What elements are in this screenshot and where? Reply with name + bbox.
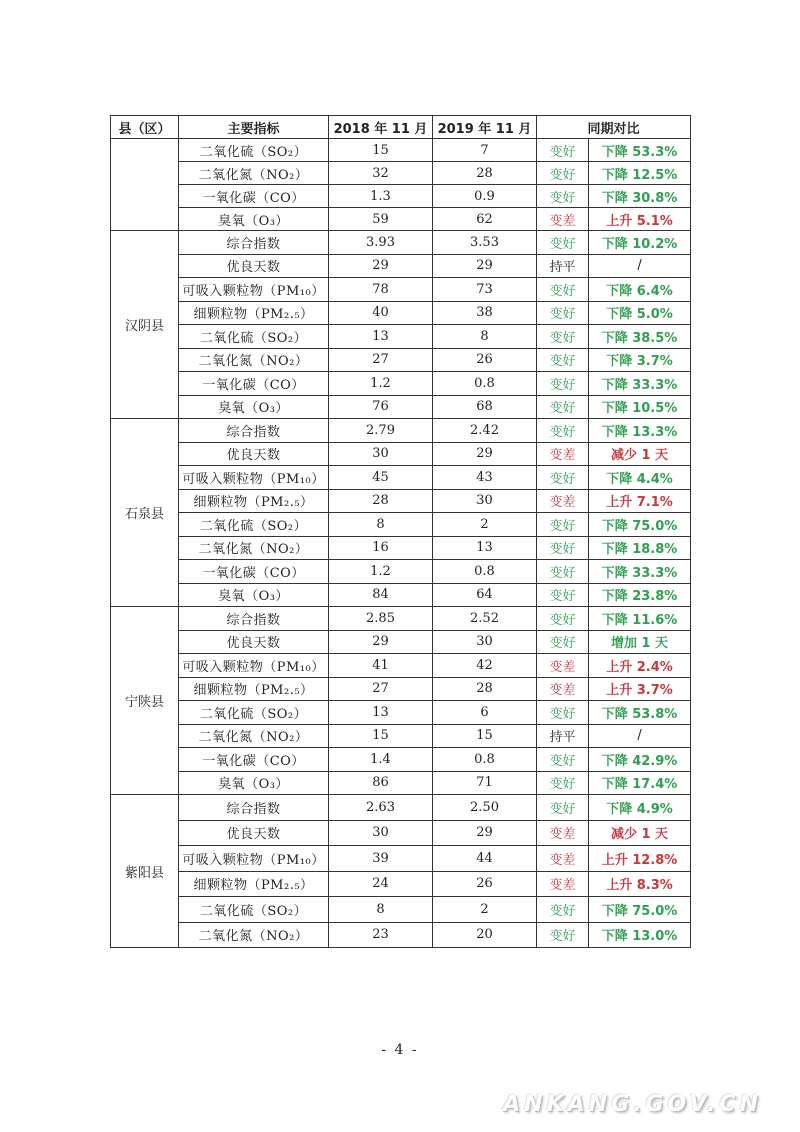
table-row (111, 513, 691, 537)
page-number: - 4 - (381, 1042, 419, 1058)
header-2019: 2019 年 11 月 (433, 116, 537, 139)
value-2018-cell: 15 (329, 724, 433, 748)
trend-cell: 持平 (537, 724, 589, 748)
indicator-cell: 一氧化碳（CO） (179, 372, 329, 396)
county-cell: 紫阳县 (111, 795, 179, 948)
value-2018-cell: 45 (329, 466, 433, 490)
value-2018-cell: 1.3 (329, 185, 433, 208)
indicator-cell: 可吸入颗粒物（PM₁₀） (179, 466, 329, 490)
indicator-cell: 一氧化碳（CO） (179, 560, 329, 584)
indicator-cell: 可吸入颗粒物（PM₁₀） (179, 846, 329, 872)
value-2019-cell: 20 (433, 922, 537, 948)
indicator-cell: 臭氧（O₃） (179, 395, 329, 419)
value-2018-cell: 27 (329, 348, 433, 372)
value-2019-cell: 43 (433, 466, 537, 490)
value-2018-cell: 2.63 (329, 795, 433, 821)
trend-cell: 变好 (537, 466, 589, 490)
value-2018-cell: 13 (329, 701, 433, 725)
trend-cell: 变好 (537, 162, 589, 185)
value-2019-cell: 30 (433, 630, 537, 654)
county-cell: 宁陕县 (111, 607, 179, 795)
trend-cell: 变差 (537, 442, 589, 466)
trend-cell: 变差 (537, 489, 589, 513)
table-row (111, 701, 691, 725)
table-row (111, 278, 691, 302)
value-2019-cell: 0.8 (433, 560, 537, 584)
trend-cell: 变好 (537, 795, 589, 821)
value-2019-cell: 28 (433, 162, 537, 185)
indicator-cell: 优良天数 (179, 442, 329, 466)
change-cell: 下降 10.2% (589, 231, 691, 255)
change-cell: 减少 1 天 (589, 442, 691, 466)
table-row (111, 560, 691, 584)
value-2019-cell: 26 (433, 871, 537, 897)
value-2018-cell: 23 (329, 922, 433, 948)
header-indicator: 主要指标 (179, 116, 329, 139)
table-row (111, 419, 691, 443)
table-row (111, 846, 691, 872)
trend-cell: 变好 (537, 231, 589, 255)
county-cell (111, 139, 179, 231)
change-cell: 下降 75.0% (589, 897, 691, 923)
value-2018-cell: 32 (329, 162, 433, 185)
value-2018-cell: 13 (329, 325, 433, 349)
value-2019-cell: 0.9 (433, 185, 537, 208)
indicator-cell: 细颗粒物（PM₂.₅） (179, 301, 329, 325)
trend-cell: 变好 (537, 536, 589, 560)
change-cell: 下降 38.5% (589, 325, 691, 349)
change-cell: 下降 18.8% (589, 536, 691, 560)
change-cell: 下降 5.0% (589, 301, 691, 325)
trend-cell: 变好 (537, 372, 589, 396)
value-2018-cell: 86 (329, 771, 433, 795)
table-row (111, 348, 691, 372)
change-cell: 下降 4.4% (589, 466, 691, 490)
value-2019-cell: 68 (433, 395, 537, 419)
value-2018-cell: 3.93 (329, 231, 433, 255)
trend-cell: 变好 (537, 348, 589, 372)
change-cell: 上升 7.1% (589, 489, 691, 513)
value-2018-cell: 2.85 (329, 607, 433, 631)
indicator-cell: 二氧化氮（NO₂） (179, 922, 329, 948)
indicator-cell: 可吸入颗粒物（PM₁₀） (179, 278, 329, 302)
value-2018-cell: 59 (329, 208, 433, 231)
trend-cell: 变好 (537, 560, 589, 584)
trend-cell: 变好 (537, 630, 589, 654)
table-row (111, 231, 691, 255)
value-2019-cell: 0.8 (433, 748, 537, 772)
change-cell: 下降 30.8% (589, 185, 691, 208)
indicator-cell: 细颗粒物（PM₂.₅） (179, 489, 329, 513)
value-2018-cell: 40 (329, 301, 433, 325)
change-cell: 下降 11.6% (589, 607, 691, 631)
table-row (111, 654, 691, 678)
value-2019-cell: 44 (433, 846, 537, 872)
value-2019-cell: 30 (433, 489, 537, 513)
trend-cell: 变好 (537, 278, 589, 302)
value-2019-cell: 2.42 (433, 419, 537, 443)
value-2019-cell: 42 (433, 654, 537, 678)
header-comparison: 同期对比 (537, 116, 691, 139)
watermark-logo: ANKANG.GOV.CN (503, 1092, 762, 1117)
indicator-cell: 二氧化氮（NO₂） (179, 162, 329, 185)
value-2018-cell: 28 (329, 489, 433, 513)
change-cell: 下降 75.0% (589, 513, 691, 537)
table-row (111, 301, 691, 325)
value-2019-cell: 29 (433, 442, 537, 466)
table-body (111, 139, 691, 948)
value-2018-cell: 76 (329, 395, 433, 419)
table-row (111, 630, 691, 654)
value-2018-cell: 24 (329, 871, 433, 897)
table-row (111, 208, 691, 231)
change-cell: 下降 53.8% (589, 701, 691, 725)
trend-cell: 变好 (537, 325, 589, 349)
value-2019-cell: 0.8 (433, 372, 537, 396)
indicator-cell: 二氧化硫（SO₂） (179, 139, 329, 162)
value-2019-cell: 3.53 (433, 231, 537, 255)
trend-cell: 变差 (537, 871, 589, 897)
indicator-cell: 优良天数 (179, 254, 329, 278)
value-2019-cell: 2.52 (433, 607, 537, 631)
trend-cell: 变好 (537, 748, 589, 772)
value-2019-cell: 71 (433, 771, 537, 795)
value-2019-cell: 6 (433, 701, 537, 725)
trend-cell: 变好 (537, 301, 589, 325)
value-2019-cell: 2.50 (433, 795, 537, 821)
table-row (111, 922, 691, 948)
table-row (111, 771, 691, 795)
change-cell: 下降 3.7% (589, 348, 691, 372)
table-header-row (111, 116, 691, 139)
table-row (111, 185, 691, 208)
indicator-cell: 一氧化碳（CO） (179, 748, 329, 772)
value-2019-cell: 73 (433, 278, 537, 302)
value-2018-cell: 8 (329, 897, 433, 923)
value-2018-cell: 30 (329, 442, 433, 466)
change-cell: / (589, 724, 691, 748)
indicator-cell: 优良天数 (179, 630, 329, 654)
change-cell: 增加 1 天 (589, 630, 691, 654)
table-row (111, 677, 691, 701)
header-2018: 2018 年 11 月 (329, 116, 433, 139)
value-2019-cell: 26 (433, 348, 537, 372)
table-row (111, 748, 691, 772)
change-cell: 下降 6.4% (589, 278, 691, 302)
table-row (111, 139, 691, 162)
table-row (111, 820, 691, 846)
indicator-cell: 优良天数 (179, 820, 329, 846)
trend-cell: 变差 (537, 846, 589, 872)
value-2019-cell: 64 (433, 583, 537, 607)
value-2018-cell: 1.2 (329, 372, 433, 396)
table-row (111, 395, 691, 419)
value-2018-cell: 1.2 (329, 560, 433, 584)
table-row (111, 536, 691, 560)
change-cell: 下降 23.8% (589, 583, 691, 607)
trend-cell: 变好 (537, 395, 589, 419)
trend-cell: 变好 (537, 139, 589, 162)
indicator-cell: 臭氧（O₃） (179, 208, 329, 231)
indicator-cell: 综合指数 (179, 231, 329, 255)
indicator-cell: 二氧化氮（NO₂） (179, 724, 329, 748)
value-2019-cell: 2 (433, 513, 537, 537)
table-row (111, 607, 691, 631)
change-cell: 上升 12.8% (589, 846, 691, 872)
value-2019-cell: 7 (433, 139, 537, 162)
table-row (111, 583, 691, 607)
value-2019-cell: 29 (433, 254, 537, 278)
value-2018-cell: 16 (329, 536, 433, 560)
trend-cell: 变差 (537, 677, 589, 701)
change-cell: 减少 1 天 (589, 820, 691, 846)
indicator-cell: 二氧化硫（SO₂） (179, 701, 329, 725)
change-cell: 上升 8.3% (589, 871, 691, 897)
value-2018-cell: 1.4 (329, 748, 433, 772)
trend-cell: 变好 (537, 583, 589, 607)
indicator-cell: 二氧化硫（SO₂） (179, 325, 329, 349)
trend-cell: 变好 (537, 185, 589, 208)
change-cell: 下降 53.3% (589, 139, 691, 162)
trend-cell: 变差 (537, 654, 589, 678)
indicator-cell: 细颗粒物（PM₂.₅） (179, 677, 329, 701)
change-cell: 下降 10.5% (589, 395, 691, 419)
value-2019-cell: 13 (433, 536, 537, 560)
indicator-cell: 综合指数 (179, 607, 329, 631)
indicator-cell: 二氧化硫（SO₂） (179, 897, 329, 923)
value-2019-cell: 2 (433, 897, 537, 923)
header-county: 县（区） (111, 116, 179, 139)
change-cell: 下降 13.0% (589, 922, 691, 948)
change-cell: 下降 13.3% (589, 419, 691, 443)
trend-cell: 变好 (537, 607, 589, 631)
indicator-cell: 一氧化碳（CO） (179, 185, 329, 208)
air-quality-table (110, 115, 691, 948)
trend-cell: 变差 (537, 820, 589, 846)
table-row (111, 372, 691, 396)
indicator-cell: 综合指数 (179, 419, 329, 443)
value-2018-cell: 30 (329, 820, 433, 846)
change-cell: 下降 33.3% (589, 372, 691, 396)
change-cell: 上升 5.1% (589, 208, 691, 231)
value-2019-cell: 29 (433, 820, 537, 846)
trend-cell: 变好 (537, 701, 589, 725)
value-2019-cell: 28 (433, 677, 537, 701)
value-2019-cell: 38 (433, 301, 537, 325)
indicator-cell: 可吸入颗粒物（PM₁₀） (179, 654, 329, 678)
indicator-cell: 综合指数 (179, 795, 329, 821)
county-cell: 汉阴县 (111, 231, 179, 419)
county-cell: 石泉县 (111, 419, 179, 607)
trend-cell: 变好 (537, 771, 589, 795)
table-row (111, 442, 691, 466)
table-row (111, 871, 691, 897)
indicator-cell: 细颗粒物（PM₂.₅） (179, 871, 329, 897)
value-2019-cell: 62 (433, 208, 537, 231)
value-2018-cell: 39 (329, 846, 433, 872)
trend-cell: 变好 (537, 897, 589, 923)
value-2018-cell: 15 (329, 139, 433, 162)
table-row (111, 489, 691, 513)
trend-cell: 变差 (537, 208, 589, 231)
trend-cell: 变好 (537, 922, 589, 948)
table-row (111, 466, 691, 490)
indicator-cell: 二氧化硫（SO₂） (179, 513, 329, 537)
table-row (111, 325, 691, 349)
trend-cell: 变好 (537, 419, 589, 443)
indicator-cell: 臭氧（O₃） (179, 771, 329, 795)
table-row (111, 795, 691, 821)
value-2018-cell: 8 (329, 513, 433, 537)
change-cell: 上升 3.7% (589, 677, 691, 701)
value-2018-cell: 84 (329, 583, 433, 607)
table-row (111, 254, 691, 278)
value-2018-cell: 78 (329, 278, 433, 302)
value-2018-cell: 29 (329, 254, 433, 278)
table-row (111, 162, 691, 185)
change-cell: 上升 2.4% (589, 654, 691, 678)
value-2018-cell: 2.79 (329, 419, 433, 443)
indicator-cell: 二氧化氮（NO₂） (179, 536, 329, 560)
change-cell: 下降 12.5% (589, 162, 691, 185)
trend-cell: 变好 (537, 513, 589, 537)
value-2018-cell: 41 (329, 654, 433, 678)
value-2018-cell: 29 (329, 630, 433, 654)
table-row (111, 897, 691, 923)
change-cell: 下降 33.3% (589, 560, 691, 584)
indicator-cell: 臭氧（O₃） (179, 583, 329, 607)
table-row (111, 724, 691, 748)
value-2018-cell: 27 (329, 677, 433, 701)
change-cell: / (589, 254, 691, 278)
change-cell: 下降 4.9% (589, 795, 691, 821)
value-2019-cell: 15 (433, 724, 537, 748)
change-cell: 下降 17.4% (589, 771, 691, 795)
indicator-cell: 二氧化氮（NO₂） (179, 348, 329, 372)
trend-cell: 持平 (537, 254, 589, 278)
value-2019-cell: 8 (433, 325, 537, 349)
change-cell: 下降 42.9% (589, 748, 691, 772)
